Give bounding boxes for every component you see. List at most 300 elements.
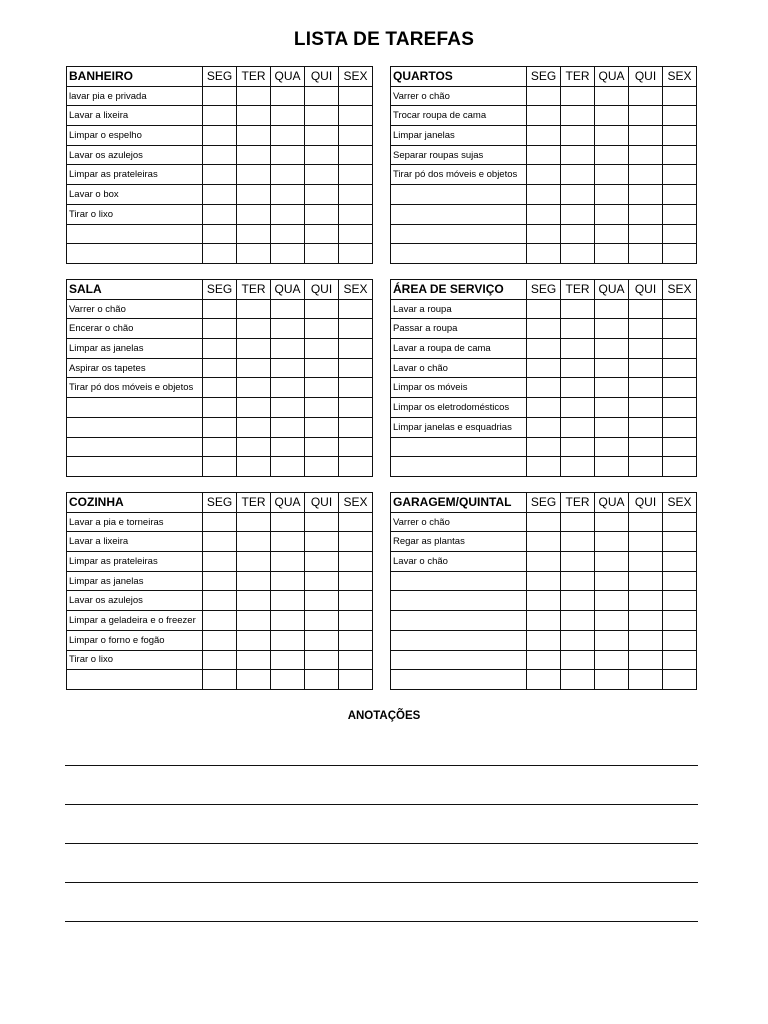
checkbox-cell[interactable]: [663, 224, 697, 244]
checkbox-cell[interactable]: [271, 86, 305, 106]
checkbox-cell[interactable]: [271, 126, 305, 146]
checkbox-cell[interactable]: [237, 512, 271, 532]
checkbox-cell[interactable]: [629, 145, 663, 165]
task-table: [390, 492, 697, 690]
checkbox-cell[interactable]: [305, 670, 339, 690]
checkbox-cell[interactable]: [595, 126, 629, 146]
checkbox-cell[interactable]: [595, 457, 629, 477]
checkbox-cell[interactable]: [305, 532, 339, 552]
checkbox-cell[interactable]: [595, 244, 629, 264]
checkbox-cell[interactable]: [203, 204, 237, 224]
checkbox-cell[interactable]: [663, 185, 697, 205]
checkbox-cell[interactable]: [237, 571, 271, 591]
checkbox-cell[interactable]: [561, 378, 595, 398]
notes-line[interactable]: [65, 843, 698, 844]
checkbox-cell[interactable]: [595, 185, 629, 205]
checkbox-cell[interactable]: [237, 165, 271, 185]
checkbox-cell[interactable]: [527, 437, 561, 457]
checkbox-cell[interactable]: [203, 224, 237, 244]
checkbox-cell[interactable]: [339, 417, 373, 437]
checkbox-cell[interactable]: [305, 339, 339, 359]
checkbox-cell[interactable]: [203, 571, 237, 591]
checkbox-cell[interactable]: [305, 571, 339, 591]
task-label: Limpar as janelas: [67, 339, 203, 359]
checkbox-cell[interactable]: [527, 512, 561, 532]
checkbox-cell[interactable]: [595, 650, 629, 670]
checkbox-cell[interactable]: [561, 437, 595, 457]
checkbox-cell[interactable]: [527, 224, 561, 244]
checkbox-cell[interactable]: [595, 611, 629, 631]
task-label: [391, 244, 527, 264]
checkbox-cell[interactable]: [203, 339, 237, 359]
checkbox-cell[interactable]: [561, 417, 595, 437]
checkbox-cell[interactable]: [305, 650, 339, 670]
checkbox-cell[interactable]: [561, 398, 595, 418]
checkbox-cell[interactable]: [561, 650, 595, 670]
checkbox-cell[interactable]: [305, 398, 339, 418]
checkbox-cell[interactable]: [561, 319, 595, 339]
notes-line[interactable]: [65, 765, 698, 766]
checkbox-cell[interactable]: [527, 650, 561, 670]
checkbox-cell[interactable]: [561, 86, 595, 106]
checkbox-cell[interactable]: [271, 650, 305, 670]
checkbox-cell[interactable]: [271, 457, 305, 477]
checkbox-cell[interactable]: [237, 398, 271, 418]
checkbox-cell[interactable]: [203, 591, 237, 611]
checkbox-cell[interactable]: [305, 591, 339, 611]
checkbox-cell[interactable]: [237, 224, 271, 244]
checkbox-cell[interactable]: [305, 86, 339, 106]
checkbox-cell[interactable]: [663, 591, 697, 611]
checkbox-cell[interactable]: [595, 106, 629, 126]
checkbox-cell[interactable]: [561, 630, 595, 650]
checkbox-cell[interactable]: [271, 437, 305, 457]
checkbox-cell[interactable]: [305, 224, 339, 244]
checkbox-cell[interactable]: [595, 319, 629, 339]
checkbox-cell[interactable]: [663, 650, 697, 670]
checkbox-cell[interactable]: [237, 611, 271, 631]
checkbox-cell[interactable]: [203, 611, 237, 631]
checkbox-cell[interactable]: [629, 417, 663, 437]
checkbox-cell[interactable]: [271, 244, 305, 264]
notes-line[interactable]: [65, 882, 698, 883]
checkbox-cell[interactable]: [271, 358, 305, 378]
checkbox-cell[interactable]: [629, 437, 663, 457]
checkbox-cell[interactable]: [203, 457, 237, 477]
checkbox-cell[interactable]: [663, 204, 697, 224]
checkbox-cell[interactable]: [595, 591, 629, 611]
checkbox-cell[interactable]: [339, 106, 373, 126]
checkbox-cell[interactable]: [339, 126, 373, 146]
checkbox-cell[interactable]: [305, 165, 339, 185]
checkbox-cell[interactable]: [561, 571, 595, 591]
checkbox-cell[interactable]: [663, 512, 697, 532]
checkbox-cell[interactable]: [629, 552, 663, 572]
checkbox-cell[interactable]: [305, 106, 339, 126]
checkbox-cell[interactable]: [305, 457, 339, 477]
checkbox-cell[interactable]: [527, 126, 561, 146]
checkbox-cell[interactable]: [595, 532, 629, 552]
checkbox-cell[interactable]: [237, 552, 271, 572]
checkbox-cell[interactable]: [237, 299, 271, 319]
checkbox-cell[interactable]: [271, 185, 305, 205]
checkbox-cell[interactable]: [629, 398, 663, 418]
checkbox-cell[interactable]: [629, 650, 663, 670]
table-row: [391, 512, 697, 532]
checkbox-cell[interactable]: [305, 185, 339, 205]
checkbox-cell[interactable]: [305, 244, 339, 264]
checkbox-cell[interactable]: [595, 224, 629, 244]
checkbox-cell[interactable]: [561, 457, 595, 477]
checkbox-cell[interactable]: [629, 611, 663, 631]
notes-line[interactable]: [65, 804, 698, 805]
checkbox-cell[interactable]: [527, 204, 561, 224]
checkbox-cell[interactable]: [663, 457, 697, 477]
checkbox-cell[interactable]: [561, 611, 595, 631]
checkbox-cell[interactable]: [561, 670, 595, 690]
checkbox-cell[interactable]: [629, 106, 663, 126]
task-label: [391, 611, 527, 631]
checkbox-cell[interactable]: [203, 512, 237, 532]
checkbox-cell[interactable]: [629, 299, 663, 319]
table-row: [67, 339, 373, 359]
day-header: SEX: [663, 493, 697, 513]
checkbox-cell[interactable]: [271, 571, 305, 591]
checkbox-cell[interactable]: [595, 630, 629, 650]
checkbox-cell[interactable]: [339, 319, 373, 339]
checkbox-cell[interactable]: [203, 630, 237, 650]
checkbox-cell[interactable]: [203, 532, 237, 552]
task-label: Tirar pó dos móveis e objetos: [67, 378, 203, 398]
checkbox-cell[interactable]: [527, 552, 561, 572]
checkbox-cell[interactable]: [203, 378, 237, 398]
checkbox-cell[interactable]: [629, 457, 663, 477]
checkbox-cell[interactable]: [271, 224, 305, 244]
checkbox-cell[interactable]: [663, 417, 697, 437]
checkbox-cell[interactable]: [339, 512, 373, 532]
checkbox-cell[interactable]: [339, 358, 373, 378]
checkbox-cell[interactable]: [237, 185, 271, 205]
checkbox-cell[interactable]: [271, 145, 305, 165]
checkbox-cell[interactable]: [271, 670, 305, 690]
checkbox-cell[interactable]: [305, 319, 339, 339]
checkbox-cell[interactable]: [663, 378, 697, 398]
checkbox-cell[interactable]: [663, 339, 697, 359]
checkbox-cell[interactable]: [663, 670, 697, 690]
day-header: QUI: [305, 67, 339, 87]
checkbox-cell[interactable]: [339, 299, 373, 319]
checkbox-cell[interactable]: [527, 185, 561, 205]
checkbox-cell[interactable]: [663, 532, 697, 552]
checkbox-cell[interactable]: [271, 532, 305, 552]
checkbox-cell[interactable]: [561, 552, 595, 572]
checkbox-cell[interactable]: [663, 126, 697, 146]
checkbox-cell[interactable]: [339, 145, 373, 165]
checkbox-cell[interactable]: [629, 86, 663, 106]
task-label: Limpar janelas: [391, 126, 527, 146]
checkbox-cell[interactable]: [203, 650, 237, 670]
checkbox-cell[interactable]: [339, 457, 373, 477]
checkbox-cell[interactable]: [271, 106, 305, 126]
checkbox-cell[interactable]: [305, 417, 339, 437]
checkbox-cell[interactable]: [561, 299, 595, 319]
checkbox-cell[interactable]: [663, 630, 697, 650]
checkbox-cell[interactable]: [203, 417, 237, 437]
checkbox-cell[interactable]: [203, 358, 237, 378]
checkbox-cell[interactable]: [339, 650, 373, 670]
checkbox-cell[interactable]: [339, 185, 373, 205]
checkbox-cell[interactable]: [305, 512, 339, 532]
checkbox-cell[interactable]: [527, 457, 561, 477]
checkbox-cell[interactable]: [271, 630, 305, 650]
checkbox-cell[interactable]: [663, 398, 697, 418]
checkbox-cell[interactable]: [663, 319, 697, 339]
checkbox-cell[interactable]: [595, 571, 629, 591]
checkbox-cell[interactable]: [663, 86, 697, 106]
checkbox-cell[interactable]: [561, 358, 595, 378]
checkbox-cell[interactable]: [237, 650, 271, 670]
day-header: QUA: [595, 280, 629, 300]
checkbox-cell[interactable]: [339, 339, 373, 359]
checkbox-cell[interactable]: [305, 204, 339, 224]
checkbox-cell[interactable]: [237, 339, 271, 359]
checkbox-cell[interactable]: [271, 378, 305, 398]
checkbox-cell[interactable]: [629, 670, 663, 690]
checkbox-cell[interactable]: [305, 299, 339, 319]
checkbox-cell[interactable]: [629, 571, 663, 591]
checkbox-cell[interactable]: [237, 630, 271, 650]
checkbox-cell[interactable]: [237, 145, 271, 165]
task-label: Tirar pó dos móveis e objetos: [391, 165, 527, 185]
checkbox-cell[interactable]: [561, 532, 595, 552]
checkbox-cell[interactable]: [527, 106, 561, 126]
checkbox-cell[interactable]: [339, 204, 373, 224]
checkbox-cell[interactable]: [527, 611, 561, 631]
checkbox-cell[interactable]: [629, 126, 663, 146]
checkbox-cell[interactable]: [339, 552, 373, 572]
checkbox-cell[interactable]: [629, 204, 663, 224]
checkbox-cell[interactable]: [203, 106, 237, 126]
checkbox-cell[interactable]: [237, 204, 271, 224]
table-header-row: [67, 67, 373, 87]
checkbox-cell[interactable]: [271, 417, 305, 437]
checkbox-cell[interactable]: [595, 670, 629, 690]
checkbox-cell[interactable]: [203, 185, 237, 205]
checkbox-cell[interactable]: [527, 571, 561, 591]
checkbox-cell[interactable]: [527, 591, 561, 611]
task-label: Aspirar os tapetes: [67, 358, 203, 378]
table-row: [67, 165, 373, 185]
checkbox-cell[interactable]: [339, 611, 373, 631]
checkbox-cell[interactable]: [527, 358, 561, 378]
checkbox-cell[interactable]: [203, 86, 237, 106]
checkbox-cell[interactable]: [339, 591, 373, 611]
checkbox-cell[interactable]: [237, 532, 271, 552]
checkbox-cell[interactable]: [237, 244, 271, 264]
checkbox-cell[interactable]: [339, 378, 373, 398]
checkbox-cell[interactable]: [561, 145, 595, 165]
checkbox-cell[interactable]: [271, 398, 305, 418]
checkbox-cell[interactable]: [305, 126, 339, 146]
checkbox-cell[interactable]: [561, 512, 595, 532]
checkbox-cell[interactable]: [237, 126, 271, 146]
checkbox-cell[interactable]: [203, 552, 237, 572]
checkbox-cell[interactable]: [527, 145, 561, 165]
checkbox-cell[interactable]: [203, 670, 237, 690]
section-title: COZINHA: [67, 493, 203, 513]
task-label: Regar as plantas: [391, 532, 527, 552]
checkbox-cell[interactable]: [203, 126, 237, 146]
checkbox-cell[interactable]: [237, 378, 271, 398]
checkbox-cell[interactable]: [561, 204, 595, 224]
checkbox-cell[interactable]: [527, 299, 561, 319]
checkbox-cell[interactable]: [203, 299, 237, 319]
checkbox-cell[interactable]: [561, 165, 595, 185]
table-row: [391, 571, 697, 591]
checkbox-cell[interactable]: [663, 106, 697, 126]
checkbox-cell[interactable]: [305, 145, 339, 165]
checkbox-cell[interactable]: [203, 437, 237, 457]
checkbox-cell[interactable]: [629, 591, 663, 611]
checkbox-cell[interactable]: [339, 86, 373, 106]
checkbox-cell[interactable]: [271, 204, 305, 224]
checkbox-cell[interactable]: [629, 378, 663, 398]
checkbox-cell[interactable]: [305, 437, 339, 457]
checkbox-cell[interactable]: [237, 670, 271, 690]
checkbox-cell[interactable]: [339, 224, 373, 244]
checkbox-cell[interactable]: [339, 571, 373, 591]
checkbox-cell[interactable]: [663, 358, 697, 378]
checkbox-cell[interactable]: [663, 299, 697, 319]
checkbox-cell[interactable]: [271, 611, 305, 631]
notes-line[interactable]: [65, 921, 698, 922]
checkbox-cell[interactable]: [305, 378, 339, 398]
checkbox-cell[interactable]: [237, 86, 271, 106]
checkbox-cell[interactable]: [629, 185, 663, 205]
checkbox-cell[interactable]: [203, 244, 237, 264]
checkbox-cell[interactable]: [663, 571, 697, 591]
checkbox-cell[interactable]: [629, 165, 663, 185]
checkbox-cell[interactable]: [203, 145, 237, 165]
day-header: QUI: [629, 67, 663, 87]
checkbox-cell[interactable]: [203, 165, 237, 185]
checkbox-cell[interactable]: [629, 630, 663, 650]
checkbox-cell[interactable]: [595, 299, 629, 319]
day-header: SEG: [203, 493, 237, 513]
checkbox-cell[interactable]: [271, 339, 305, 359]
checkbox-cell[interactable]: [271, 512, 305, 532]
checkbox-cell[interactable]: [237, 106, 271, 126]
checkbox-cell[interactable]: [237, 591, 271, 611]
checkbox-cell[interactable]: [663, 165, 697, 185]
checkbox-cell[interactable]: [237, 417, 271, 437]
checkbox-cell[interactable]: [339, 670, 373, 690]
checkbox-cell[interactable]: [339, 532, 373, 552]
checkbox-cell[interactable]: [527, 165, 561, 185]
table-row: [67, 204, 373, 224]
checkbox-cell[interactable]: [271, 552, 305, 572]
checkbox-cell[interactable]: [561, 339, 595, 359]
checkbox-cell[interactable]: [629, 512, 663, 532]
checkbox-cell[interactable]: [629, 358, 663, 378]
checkbox-cell[interactable]: [237, 437, 271, 457]
checkbox-cell[interactable]: [237, 457, 271, 477]
checkbox-cell[interactable]: [271, 591, 305, 611]
checkbox-cell[interactable]: [595, 339, 629, 359]
checkbox-cell[interactable]: [663, 552, 697, 572]
checkbox-cell[interactable]: [237, 319, 271, 339]
checkbox-cell[interactable]: [339, 398, 373, 418]
checkbox-cell[interactable]: [663, 437, 697, 457]
checkbox-cell[interactable]: [527, 398, 561, 418]
checkbox-cell[interactable]: [203, 398, 237, 418]
day-header: SEX: [663, 67, 697, 87]
checkbox-cell[interactable]: [663, 145, 697, 165]
checkbox-cell[interactable]: [339, 630, 373, 650]
checkbox-cell[interactable]: [339, 165, 373, 185]
checkbox-cell[interactable]: [629, 244, 663, 264]
checkbox-cell[interactable]: [305, 611, 339, 631]
checkbox-cell[interactable]: [527, 86, 561, 106]
checkbox-cell[interactable]: [527, 630, 561, 650]
checkbox-cell[interactable]: [629, 532, 663, 552]
checkbox-cell[interactable]: [203, 319, 237, 339]
checkbox-cell[interactable]: [561, 591, 595, 611]
checkbox-cell[interactable]: [561, 244, 595, 264]
checkbox-cell[interactable]: [561, 185, 595, 205]
checkbox-cell[interactable]: [305, 630, 339, 650]
checkbox-cell[interactable]: [237, 358, 271, 378]
checkbox-cell[interactable]: [595, 145, 629, 165]
checkbox-cell[interactable]: [595, 417, 629, 437]
checkbox-cell[interactable]: [595, 358, 629, 378]
checkbox-cell[interactable]: [561, 126, 595, 146]
checkbox-cell[interactable]: [527, 319, 561, 339]
checkbox-cell[interactable]: [595, 398, 629, 418]
checkbox-cell[interactable]: [595, 204, 629, 224]
checkbox-cell[interactable]: [527, 670, 561, 690]
table-row: [391, 417, 697, 437]
checkbox-cell[interactable]: [339, 437, 373, 457]
checkbox-cell[interactable]: [629, 319, 663, 339]
checkbox-cell[interactable]: [595, 165, 629, 185]
checkbox-cell[interactable]: [305, 358, 339, 378]
checkbox-cell[interactable]: [527, 378, 561, 398]
checkbox-cell[interactable]: [663, 611, 697, 631]
checkbox-cell[interactable]: [629, 339, 663, 359]
checkbox-cell[interactable]: [595, 86, 629, 106]
checkbox-cell[interactable]: [629, 224, 663, 244]
checkbox-cell[interactable]: [527, 417, 561, 437]
table-row: [67, 86, 373, 106]
checkbox-cell[interactable]: [339, 244, 373, 264]
checkbox-cell[interactable]: [527, 532, 561, 552]
checkbox-cell[interactable]: [561, 224, 595, 244]
checkbox-cell[interactable]: [271, 165, 305, 185]
checkbox-cell[interactable]: [595, 437, 629, 457]
checkbox-cell[interactable]: [527, 339, 561, 359]
checkbox-cell[interactable]: [271, 319, 305, 339]
checkbox-cell[interactable]: [595, 512, 629, 532]
checkbox-cell[interactable]: [527, 244, 561, 264]
checkbox-cell[interactable]: [595, 552, 629, 572]
checkbox-cell[interactable]: [595, 378, 629, 398]
table-row: [67, 126, 373, 146]
checkbox-cell[interactable]: [271, 299, 305, 319]
checkbox-cell[interactable]: [305, 552, 339, 572]
checkbox-cell[interactable]: [663, 244, 697, 264]
checkbox-cell[interactable]: [561, 106, 595, 126]
